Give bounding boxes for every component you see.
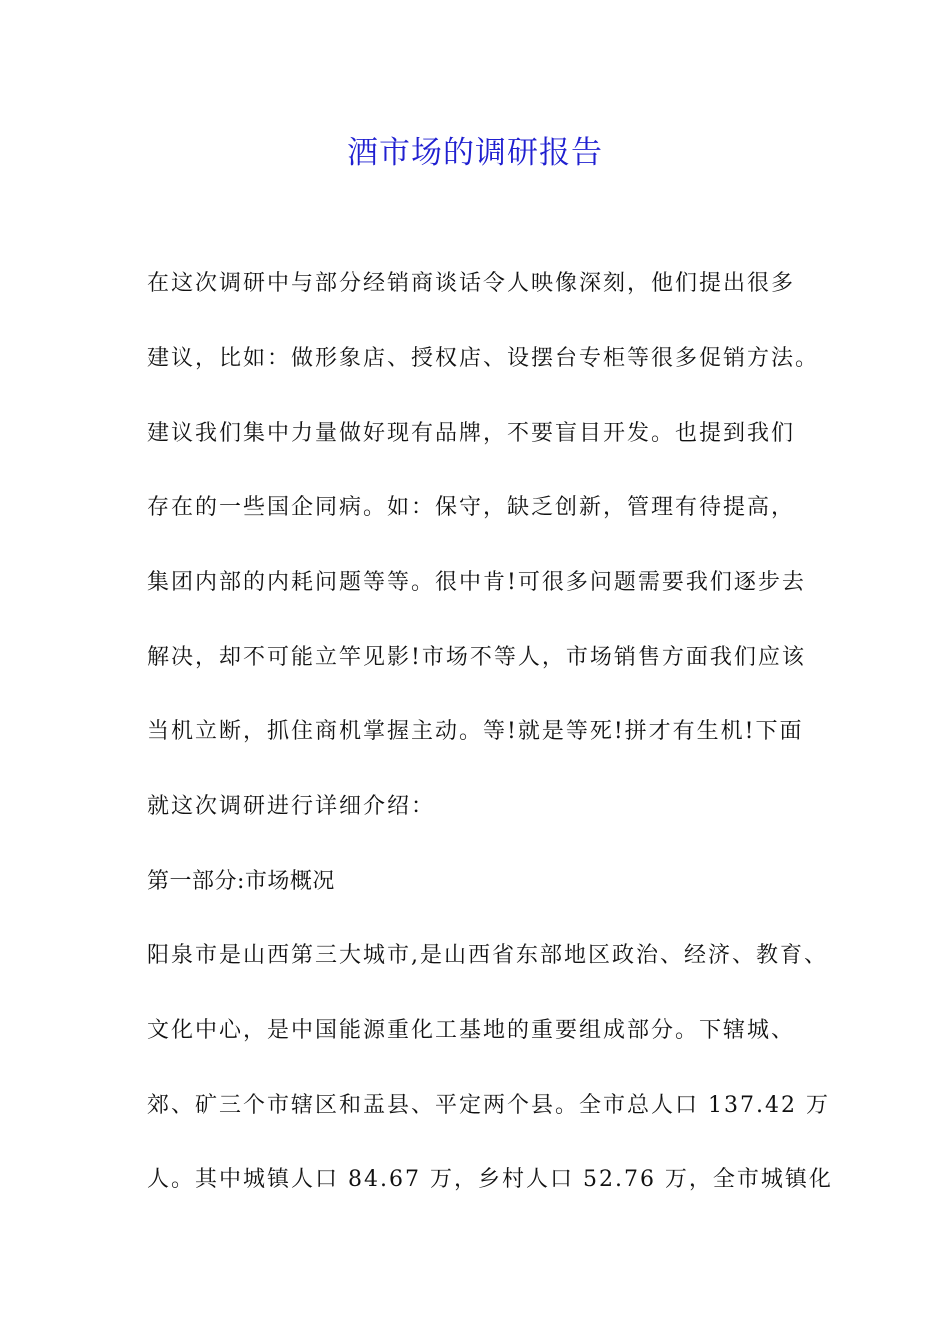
paragraph-line: 建议我们集中力量做好现有品牌，不要盲目开发。也提到我们 <box>147 421 796 446</box>
paragraph-line: 就这次调研进行详细介绍： <box>147 794 436 819</box>
paragraph-line: 人。其中城镇人口 84.67 万，乡村人口 52.76 万，全市城镇化 <box>147 1167 833 1192</box>
paragraph-line: 阳泉市是山西第三大城市,是山西省东部地区政治、经济、教育、 <box>147 943 828 968</box>
paragraph-line: 建议，比如：做形象店、授权店、设摆台专柜等很多促销方法。 <box>147 346 820 371</box>
paragraph-line: 存在的一些国企同病。如：保守，缺乏创新，管理有待提高， <box>147 495 796 520</box>
document-title: 酒市场的调研报告 <box>347 135 603 171</box>
section-heading: 第一部分:市场概况 <box>147 869 335 894</box>
paragraph-line: 集团内部的内耗问题等等。很中肯!可很多问题需要我们逐步去 <box>147 570 806 595</box>
paragraph-line: 郊、矿三个市辖区和盂县、平定两个县。全市总人口 137.42 万 <box>147 1093 830 1118</box>
paragraph-line: 文化中心，是中国能源重化工基地的重要组成部分。下辖城、 <box>147 1018 796 1043</box>
paragraph-line: 解决，却不可能立竿见影!市场不等人，市场销售方面我们应该 <box>147 645 806 670</box>
paragraph-line: 在这次调研中与部分经销商谈话令人映像深刻，他们提出很多 <box>147 271 796 296</box>
paragraph-line: 当机立断，抓住商机掌握主动。等!就是等死!拼才有生机!下面 <box>147 719 804 744</box>
